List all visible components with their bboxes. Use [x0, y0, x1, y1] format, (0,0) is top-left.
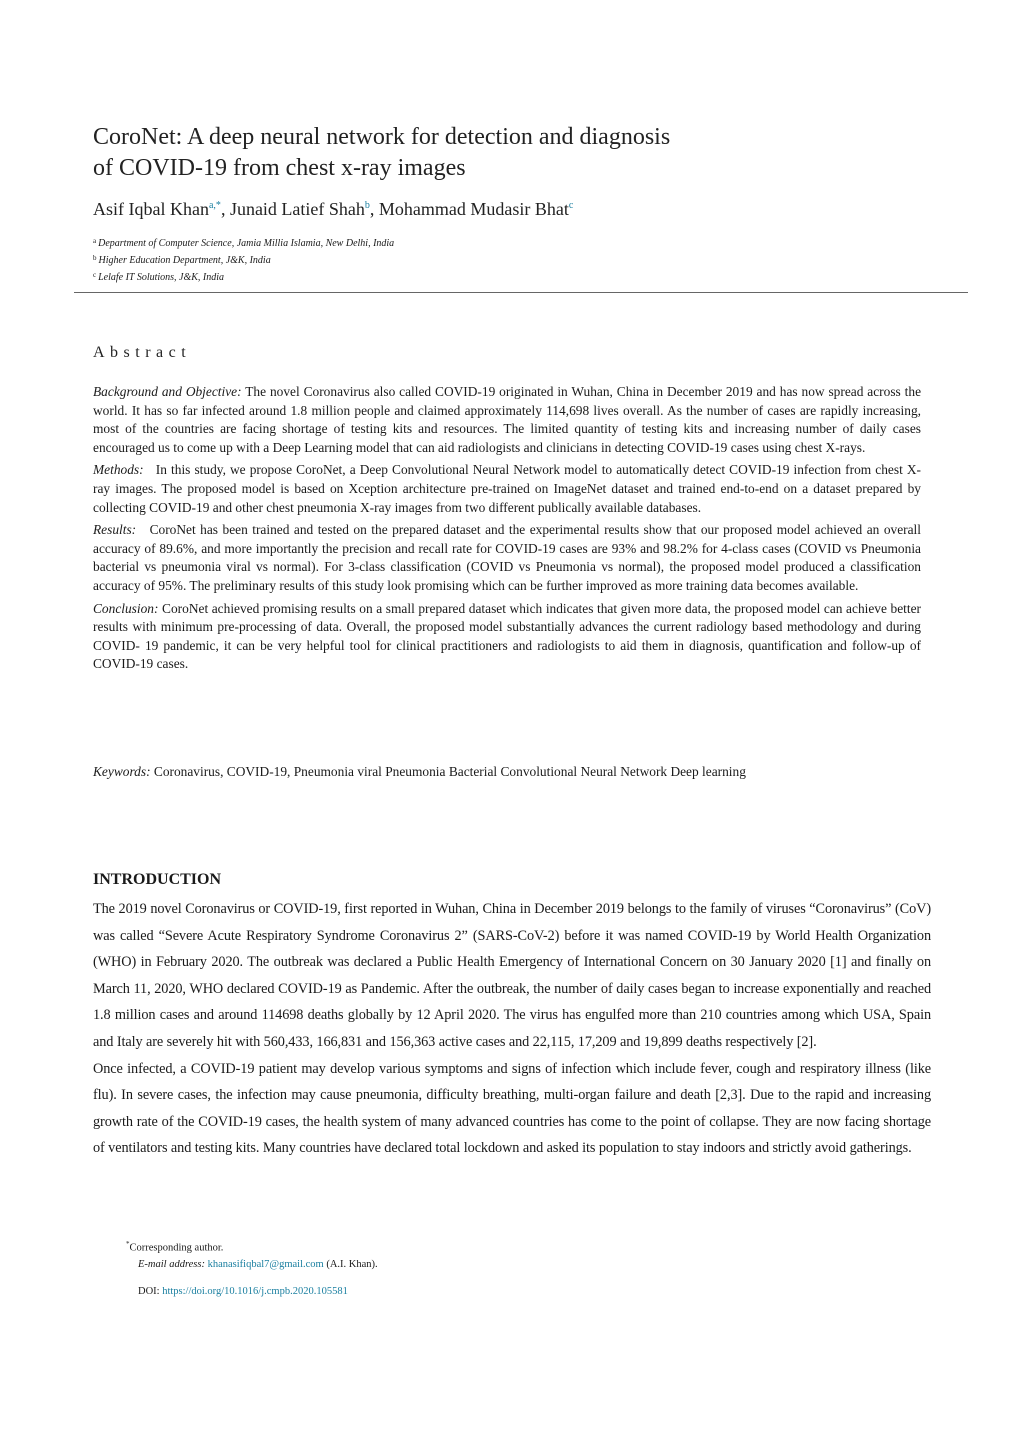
section-label: Conclusion: [93, 600, 159, 616]
affiliation-mark: a [93, 237, 97, 245]
paper-title [93, 122, 813, 184]
author-name: Asif Iqbal Khan [93, 199, 209, 219]
header-divider [74, 292, 968, 293]
author-separator: , [220, 199, 230, 219]
author-name: Junaid Latief Shah [229, 199, 365, 219]
affiliation-mark: b [93, 254, 97, 262]
section-label: Background and Objective: [93, 384, 242, 399]
author-separator: , [369, 199, 379, 219]
footnote [126, 1236, 378, 1273]
section-text: CoroNet has been trained and tested on the prepared dataset and the experimental results show that our proposed model achieved an overall accuracy of 89.6%, and more importantly the precision and recall rate for COVID-19 cases are 93% and 98.2% for 4-class cases (COVID vs Pneumonia bacterial vs pneumonia viral vs normal). For 3-class classification (COVID vs Pneumonia vs normal), the proposed model produced a classification accuracy of 95%. The preliminary results of this study look promising which can be further improved as more training data becomes available. [93, 522, 922, 593]
footnote-mark: * [126, 1240, 130, 1248]
doi-line [138, 1286, 348, 1297]
corresponding-author-note [126, 1236, 378, 1257]
abstract-heading: Abstract [93, 344, 192, 361]
doi-link[interactable]: https://doi.org/10.1016/j.cmpb.2020.105581 [162, 1286, 348, 1297]
title-line-2: of COVID-19 from chest x-ray images [93, 155, 466, 181]
author-list [93, 199, 573, 220]
abstract-section [93, 461, 921, 517]
affiliation-mark: c [93, 271, 97, 279]
author-name: Mohammad Mudasir Bhat [378, 199, 569, 219]
paragraph: The 2019 novel Coronavirus or COVID-19, first reported in Wuhan, China in December 2019 belongs to the family of viruses “Coronavirus” (CoV) was called “Severe Acute Respiratory Syndrome Coronavirus 2” (SARS-CoV-2) before it was named COVID-19 by World Health Organization (WHO) in February 2020. The outbreak was declared a Public Health Emergency of International Concern on 30 January 2020 [1] and finally on March 11, 2020, WHO declared COVID-19 as Pandemic. After the outbreak, the number of daily cases began to increase exponentially and reached 1.8 million cases and around 114698 deaths globally by 12 April 2020. The virus has engulfed more than 210 countries among which USA, Spain and Italy are severely hit with 560,433, 166,831 and 156,363 active cases and 22,115, 17,209 and 19,899 deaths respectively [2]. [93, 901, 931, 1050]
email-link[interactable]: khanasifiqbal7@gmail.com [207, 1258, 324, 1270]
affiliations [93, 234, 394, 285]
abstract-section [93, 383, 921, 457]
affiliation-item [93, 251, 394, 268]
author-affiliation-mark[interactable]: a,* [208, 200, 221, 211]
affiliation-item [93, 234, 394, 251]
affiliation-text: Department of Computer Science, Jamia Millia Islamia, New Delhi, India [98, 238, 395, 249]
author-affiliation-mark[interactable]: b [364, 200, 370, 211]
keywords-label: Keywords: [93, 764, 151, 779]
section-label: Results: [93, 522, 137, 538]
affiliation-item [93, 268, 394, 285]
section-text: The novel Coronavirus also called COVID-19 originated in Wuhan, China in December 2019 and has now spread across the world. It has so far infected around 1.8 million people and claimed approximately 114,698 lives overall. As the number of cases are rapidly increasing, most of the countries are facing shortage of testing kits and resources. The limited quantity of testing kits and increasing number of daily cases encouraged us to come up with a Deep Learning model that can aid radiologists and clinicians in detecting COVID-19 cases using chest X-rays. [93, 384, 922, 455]
abstract-section [93, 600, 921, 674]
author-affiliation-mark[interactable]: c [568, 200, 574, 211]
introduction-heading: INTRODUCTION [93, 871, 222, 888]
keywords-text: Coronavirus, COVID-19, Pneumonia viral Pneumonia Bacterial Convolutional Neural Network Deep learning [153, 764, 746, 779]
affiliation-text: Higher Education Department, J&K, India [98, 255, 271, 266]
keywords [93, 763, 921, 781]
introduction-body [93, 896, 931, 1162]
corresponding-text: Corresponding author. [129, 1242, 224, 1254]
affiliation-text: Lelafe IT Solutions, J&K, India [98, 272, 225, 283]
email-suffix: (A.I. Khan). [326, 1258, 378, 1270]
paragraph: Once infected, a COVID-19 patient may develop various symptoms and signs of infection which include fever, cough and respiratory illness (like flu). In severe cases, the infection may cause pneumonia, difficulty breathing, multi-organ failure and death [2,3]. Due to the rapid and increasing growth rate of the COVID-19 cases, the health system of many advanced countries has come to the point of collapse. They are now facing shortage of ventilators and testing kits. Many countries have declared total lockdown and asked its population to stay indoors and strictly avoid gatherings. [93, 1060, 931, 1157]
section-text: In this study, we propose CoroNet, a Deep Convolutional Neural Network model to automatically detect COVID-19 infection from chest X-ray images. The proposed model is based on Xception architecture pre-trained on ImageNet dataset and trained end-to-end on a dataset prepared by collecting COVID-19 and other chest pneumonia X-ray images from two different publically available databases. [93, 462, 921, 515]
section-text: CoroNet achieved promising results on a small prepared dataset which indicates that given more data, the proposed model can achieve better results with minimum pre-processing of data. Overall, the proposed model substantially advances the current radiology based methodology and during COVID- 19 pandemic, it can be very helpful tool for clinical practitioners and radiologists to aid them in diagnosis, quantification and follow-up of COVID-19 cases. [93, 600, 921, 672]
title-line-1: CoroNet: A deep neural network for detection and diagnosis [93, 124, 671, 150]
section-label: Methods: [93, 462, 144, 478]
email-label: E-mail address: [138, 1258, 205, 1270]
abstract-section [93, 521, 921, 595]
abstract-body [93, 383, 921, 678]
email-line [126, 1257, 378, 1273]
doi-label: DOI: [138, 1286, 160, 1297]
